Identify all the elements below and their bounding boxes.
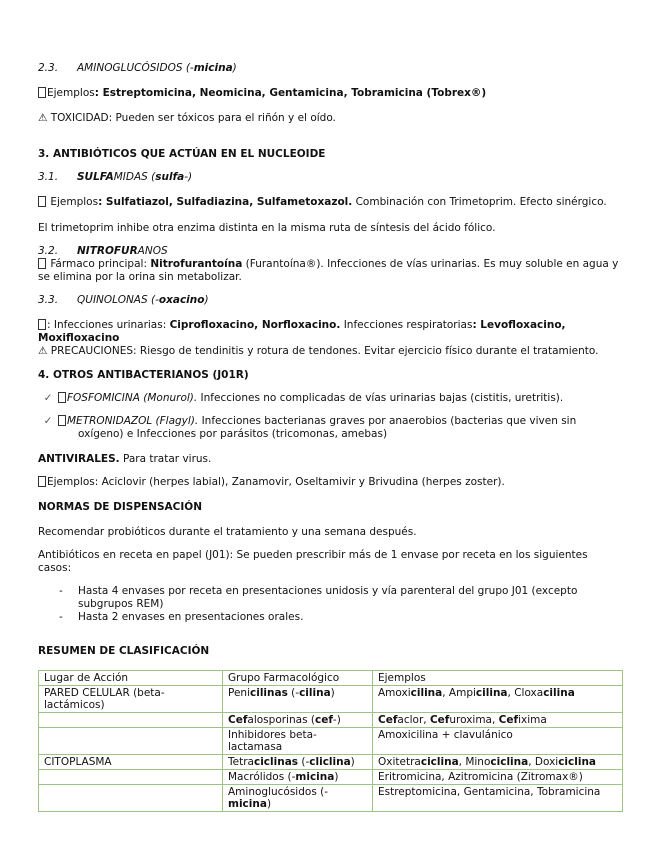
table-header-cell: Lugar de Acción: [39, 671, 223, 686]
checkbox-glyph-icon: [38, 87, 46, 98]
table-cell: Cefaclor, Cefuroxima, Cefixima: [373, 713, 623, 728]
section-2-3-examples: Ejemplos: Estreptomicina, Neomicina, Gentamicina, Tobramicina (Tobrex®): [38, 87, 623, 100]
section-3-heading: 3. ANTIBIÓTICOS QUE ACTÚAN EN EL NUCLEOIDE: [38, 148, 326, 160]
classification-table: [38, 670, 623, 812]
checkbox-glyph-icon: [38, 258, 46, 269]
table-cell: Aminoglucósidos (-micina): [223, 785, 373, 812]
section-3-3-text: : Infecciones urinarias: Ciprofloxacino, Norfloxacino. Infecciones respiratorias: Levofloxacino, Moxifloxacino: [38, 319, 566, 344]
antivirales-heading: ANTIVIRALES. Para tratar virus.: [38, 453, 212, 465]
table-cell: Inhibidores beta-lactamasa: [223, 728, 373, 755]
list-item-fosfomicina: ✓ FOSFOMICINA (Monurol). Infecciones no complicadas de vías urinarias bajas (cistitis, uretritis).: [38, 392, 623, 405]
list-item: - Hasta 4 envases por receta en presentaciones unidosis y vía parenteral del grupo J01 (excepto subgrupos REM): [59, 585, 578, 610]
checkbox-glyph-icon: [58, 415, 66, 426]
table-row: [39, 755, 623, 770]
table-header-row: [39, 671, 623, 686]
checkmark-icon: ✓: [43, 392, 53, 404]
section-3-2-heading: 3.2. NITROFURANOS: [38, 245, 168, 257]
checkmark-icon: ✓: [43, 415, 53, 427]
section-3-1-heading: 3.1. SULFAMIDAS (sulfa-): [38, 171, 193, 183]
table-cell: Eritromicina, Azitromicina (Zitromax®): [373, 770, 623, 785]
list-item-metronidazol: ✓ METRONIDAZOL (Flagyl). Infecciones bacterianas graves por anaerobios (bacterias que viven sin oxígeno) e Infecciones por parásitos (tricomonas, amebas): [38, 415, 623, 441]
trimetoprim-note: El trimetoprim inhibe otra enzima distinta en la misma ruta de síntesis del ácido fólico.: [38, 222, 496, 234]
table-row: [39, 713, 623, 728]
table-cell: Oxitetraciclina, Minociclina, Doxiciclina: [373, 755, 623, 770]
normas-list: [38, 585, 623, 624]
section-3-3-heading: 3.3. QUINOLONAS (-oxacino): [38, 294, 209, 306]
table-row: [39, 785, 623, 812]
table-cell: PARED CELULAR (beta-lactámicos): [39, 686, 223, 713]
section-3-2-text: Fármaco principal: Nitrofurantoína (Furantoína®). Infecciones de vías urinarias. Es muy soluble en agua y se elimina por la orina sin metabolizar.: [38, 258, 619, 283]
normas-paragraph-1: Recomendar probióticos durante el tratamiento y una semana después.: [38, 526, 417, 538]
resumen-heading: RESUMEN DE CLASIFICACIÓN: [38, 645, 210, 657]
table-cell: [39, 713, 223, 728]
table-cell: [39, 785, 223, 812]
checkbox-glyph-icon: [58, 392, 66, 403]
table-cell: Amoxicilina + clavulánico: [373, 728, 623, 755]
checkbox-glyph-icon: [38, 196, 46, 207]
table-header-cell: Ejemplos: [373, 671, 623, 686]
table-cell: Penicilinas (-cilina): [223, 686, 373, 713]
section-3-1-examples: Ejemplos: Sulfatiazol, Sulfadiazina, Sulfametoxazol. Combinación con Trimetoprim. Efecto sinérgico.: [38, 196, 623, 209]
antivirales-examples: Ejemplos: Aciclovir (herpes labial), Zanamovir, Oseltamivir y Brivudina (herpes zoster).: [38, 476, 623, 489]
table-cell: Macrólidos (-micina): [223, 770, 373, 785]
table-cell: Amoxicilina, Ampicilina, Cloxacilina: [373, 686, 623, 713]
table-cell: CITOPLASMA: [39, 755, 223, 770]
table-cell: [39, 728, 223, 755]
section-4-heading: 4. OTROS ANTIBACTERIANOS (J01R): [38, 369, 249, 381]
list-item: - Hasta 2 envases en presentaciones orales.: [59, 611, 304, 623]
table-row: [39, 770, 623, 785]
table-row: [39, 728, 623, 755]
table-header-cell: Grupo Farmacológico: [223, 671, 373, 686]
toxicity-warning: ⚠ TOXICIDAD: Pueden ser tóxicos para el riñón y el oído.: [38, 112, 336, 124]
checkbox-glyph-icon: [38, 476, 46, 487]
table-cell: [39, 770, 223, 785]
checkbox-glyph-icon: [38, 319, 46, 330]
normas-paragraph-2: Antibióticos en receta en papel (J01): Se pueden prescribir más de 1 envase por receta en los siguientes casos:: [38, 549, 588, 574]
precautions-warning: ⚠ PRECAUCIONES: Riesgo de tendinitis y rotura de tendones. Evitar ejercicio físico durante el tratamiento.: [38, 345, 599, 357]
table-cell: Tetraciclinas (-cliclina): [223, 755, 373, 770]
section-2-3-heading: 2.3. AMINOGLUCÓSIDOS (-micina): [38, 62, 237, 74]
normas-heading: NORMAS DE DISPENSACIÓN: [38, 501, 202, 513]
table-cell: Cefalosporinas (cef-): [223, 713, 373, 728]
table-row: [39, 686, 623, 713]
table-cell: Estreptomicina, Gentamicina, Tobramicina: [373, 785, 623, 812]
